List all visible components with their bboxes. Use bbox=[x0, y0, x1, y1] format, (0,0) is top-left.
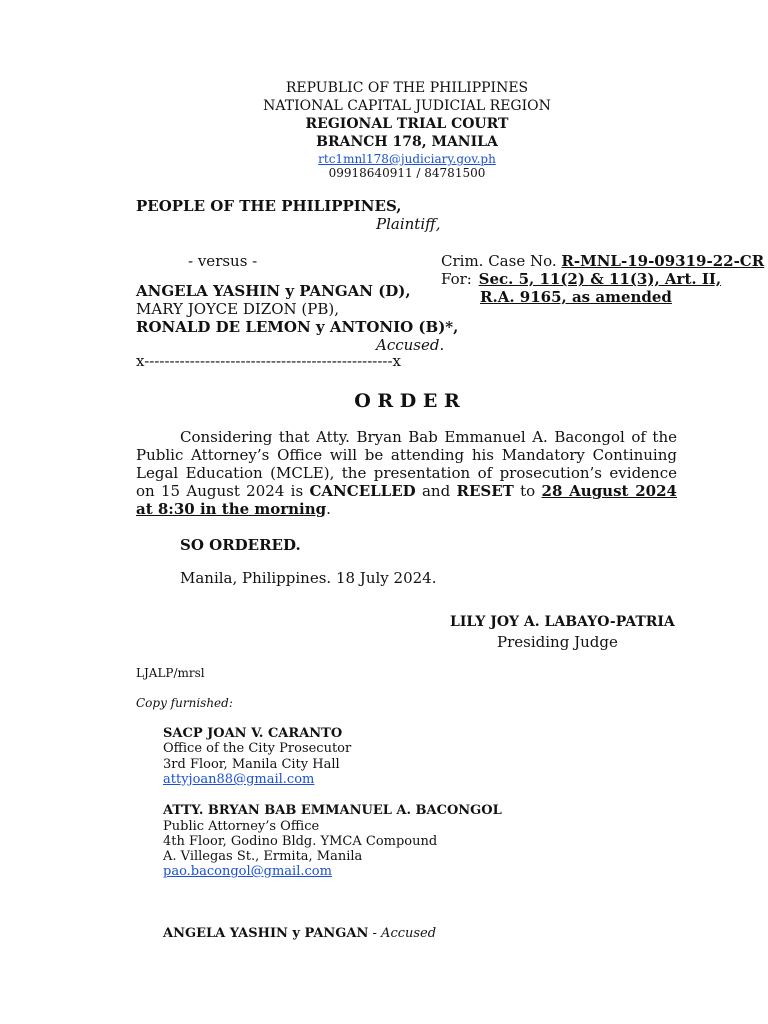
caption-divider: x-------------------------------------------------x bbox=[136, 352, 402, 370]
recipient-address-line: Office of the City Prosecutor bbox=[163, 741, 352, 756]
recipient-email-link[interactable]: pao.bacongol@gmail.com bbox=[163, 864, 332, 879]
recipient-address-line: A. Villegas St., Ermita, Manila bbox=[163, 849, 363, 864]
judge-title: Presiding Judge bbox=[497, 633, 618, 651]
recipient-address-line: 3rd Floor, Manila City Hall bbox=[163, 757, 340, 772]
recipient-email-link[interactable]: attyjoan88@gmail.com bbox=[163, 772, 315, 787]
header-phones: 09918640911 / 84781500 bbox=[328, 166, 486, 180]
accused-3: RONALD DE LEMON y ANTONIO (B)*, bbox=[136, 318, 459, 336]
order-period: . bbox=[326, 500, 331, 518]
header-email-link[interactable]: rtc1mnl178@judiciary.gov.ph bbox=[318, 152, 496, 166]
accused-2: MARY JOYCE DIZON (PB), bbox=[136, 300, 339, 318]
reset-text: RESET bbox=[456, 482, 514, 500]
so-ordered: SO ORDERED. bbox=[180, 536, 301, 554]
header-branch: BRANCH 178, MANILA bbox=[316, 134, 498, 150]
order-and: and bbox=[415, 482, 457, 500]
header-republic: REPUBLIC OF THE PHILIPPINES bbox=[285, 80, 529, 96]
order-body bbox=[136, 428, 677, 518]
copy-furnished-label: Copy furnished: bbox=[136, 696, 233, 710]
recipient-name: SACP JOAN V. CARANTO bbox=[163, 726, 343, 741]
accused-1: ANGELA YASHIN y PANGAN (D), bbox=[136, 282, 411, 300]
cancelled-text: CANCELLED bbox=[309, 482, 416, 500]
order-title: O R D E R bbox=[354, 390, 460, 412]
case-number: R-MNL-19-09319-22-CR bbox=[561, 252, 765, 270]
order-to: to bbox=[513, 482, 542, 500]
final-recipient-role: - Accused bbox=[372, 926, 437, 941]
final-recipient bbox=[163, 926, 436, 941]
recipient-address-line: 4th Floor, Godino Bldg. YMCA Compound bbox=[163, 834, 438, 849]
offense-line-1: Sec. 5, 11(2) & 11(3), Art. II, bbox=[478, 270, 722, 288]
order-body-text: Considering that Atty. Bryan Bab Emmanuel A. Bacongol of the Public Attorney’s Office will be attending his Mandatory Continuing Legal Education (MCLE), the presentation of prosecution’s evidence on 15 August 2024 is bbox=[136, 428, 677, 500]
recipient-address-line: Public Attorney’s Office bbox=[163, 819, 320, 834]
plaintiff-name: PEOPLE OF THE PHILIPPINES, bbox=[136, 197, 402, 215]
offense-line-2: R.A. 9165, as amended bbox=[480, 288, 672, 306]
header-region: NATIONAL CAPITAL JUDICIAL REGION bbox=[263, 98, 551, 114]
offense-label: For: bbox=[441, 270, 472, 288]
judge-name: LILY JOY A. LABAYO-PATRIA bbox=[450, 614, 675, 630]
versus-label: - versus - bbox=[188, 252, 258, 270]
final-recipient-name: ANGELA YASHIN y PANGAN bbox=[163, 926, 369, 941]
case-number-line bbox=[441, 252, 764, 270]
reset-date: 28 August 2024 at 8:30 in the morning bbox=[136, 482, 677, 518]
case-number-label: Crim. Case No. bbox=[441, 252, 557, 270]
plaintiff-role: Plaintiff, bbox=[376, 215, 441, 233]
recipient-name: ATTY. BRYAN BAB EMMANUEL A. BACONGOL bbox=[163, 803, 502, 818]
accused-role: Accused. bbox=[376, 336, 445, 354]
place-date: Manila, Philippines. 18 July 2024. bbox=[180, 569, 437, 587]
initials: LJALP/mrsl bbox=[136, 666, 205, 680]
header-court: REGIONAL TRIAL COURT bbox=[305, 116, 509, 132]
offense-line bbox=[441, 270, 721, 288]
